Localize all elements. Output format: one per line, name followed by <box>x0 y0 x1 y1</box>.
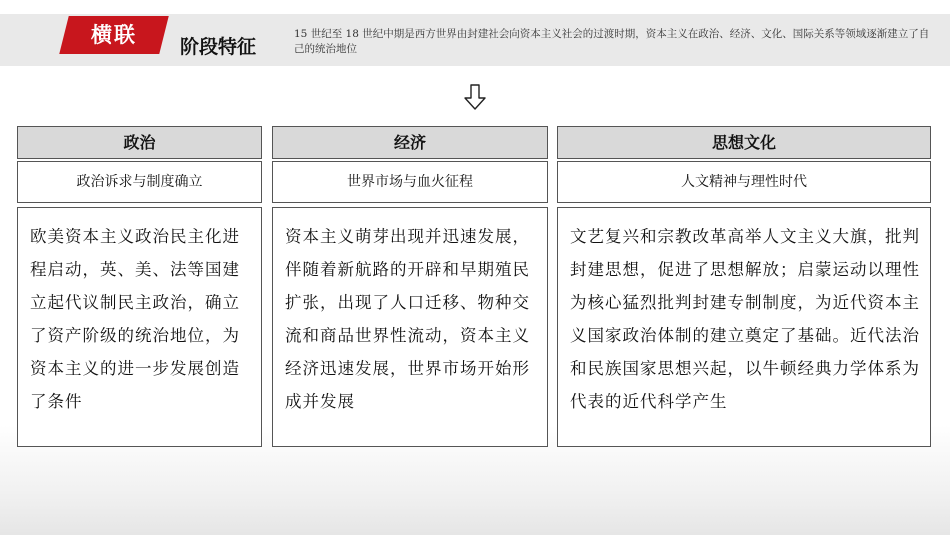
column-body <box>557 207 931 447</box>
column-title: 思想文化 <box>557 126 931 159</box>
column-body <box>272 207 548 447</box>
column-culture <box>557 126 931 447</box>
page-title: 阶段特征 <box>180 36 257 58</box>
intro-text: 15 世纪至 18 世纪中期是西方世界由封建社会向资本主义社会的过渡时期，资本主义在政治、经济、文化、国际关系等领域逐渐建立了自己的统治地位 <box>294 28 930 55</box>
column-body-text: 文艺复兴和宗教改革高举人文主义大旗，批判封建思想，促进了思想解放；启蒙运动以理性为核心猛烈批判封建专制制度，为近代资本主义国家政治体制的建立奠定了基础。近代法治和民族国家思想兴起，以牛顿经典力学体系为代表的近代科学产生 <box>570 227 920 411</box>
column-body-text: 资本主义萌芽出现并迅速发展，伴随着新航路的开辟和早期殖民扩张，出现了人口迁移、物种交流和商品世界性流动，资本主义经济迅速发展，世界市场开始形成并发展 <box>285 227 530 411</box>
column-subtitle: 人文精神与理性时代 <box>557 161 931 203</box>
column-body-text: 欧美资本主义政治民主化进程启动，英、美、法等国建立起代议制民主政治，确立了资产阶级的统治地位，为资本主义的进一步发展创造了条件 <box>30 227 240 411</box>
down-arrow-icon <box>463 84 487 110</box>
column-economy <box>272 126 548 447</box>
column-body <box>17 207 262 447</box>
column-subtitle: 政治诉求与制度确立 <box>17 161 262 203</box>
column-title: 政治 <box>17 126 262 159</box>
section-tag: 横联 <box>91 23 137 47</box>
column-politics <box>17 126 262 447</box>
column-subtitle: 世界市场与血火征程 <box>272 161 548 203</box>
column-title: 经济 <box>272 126 548 159</box>
